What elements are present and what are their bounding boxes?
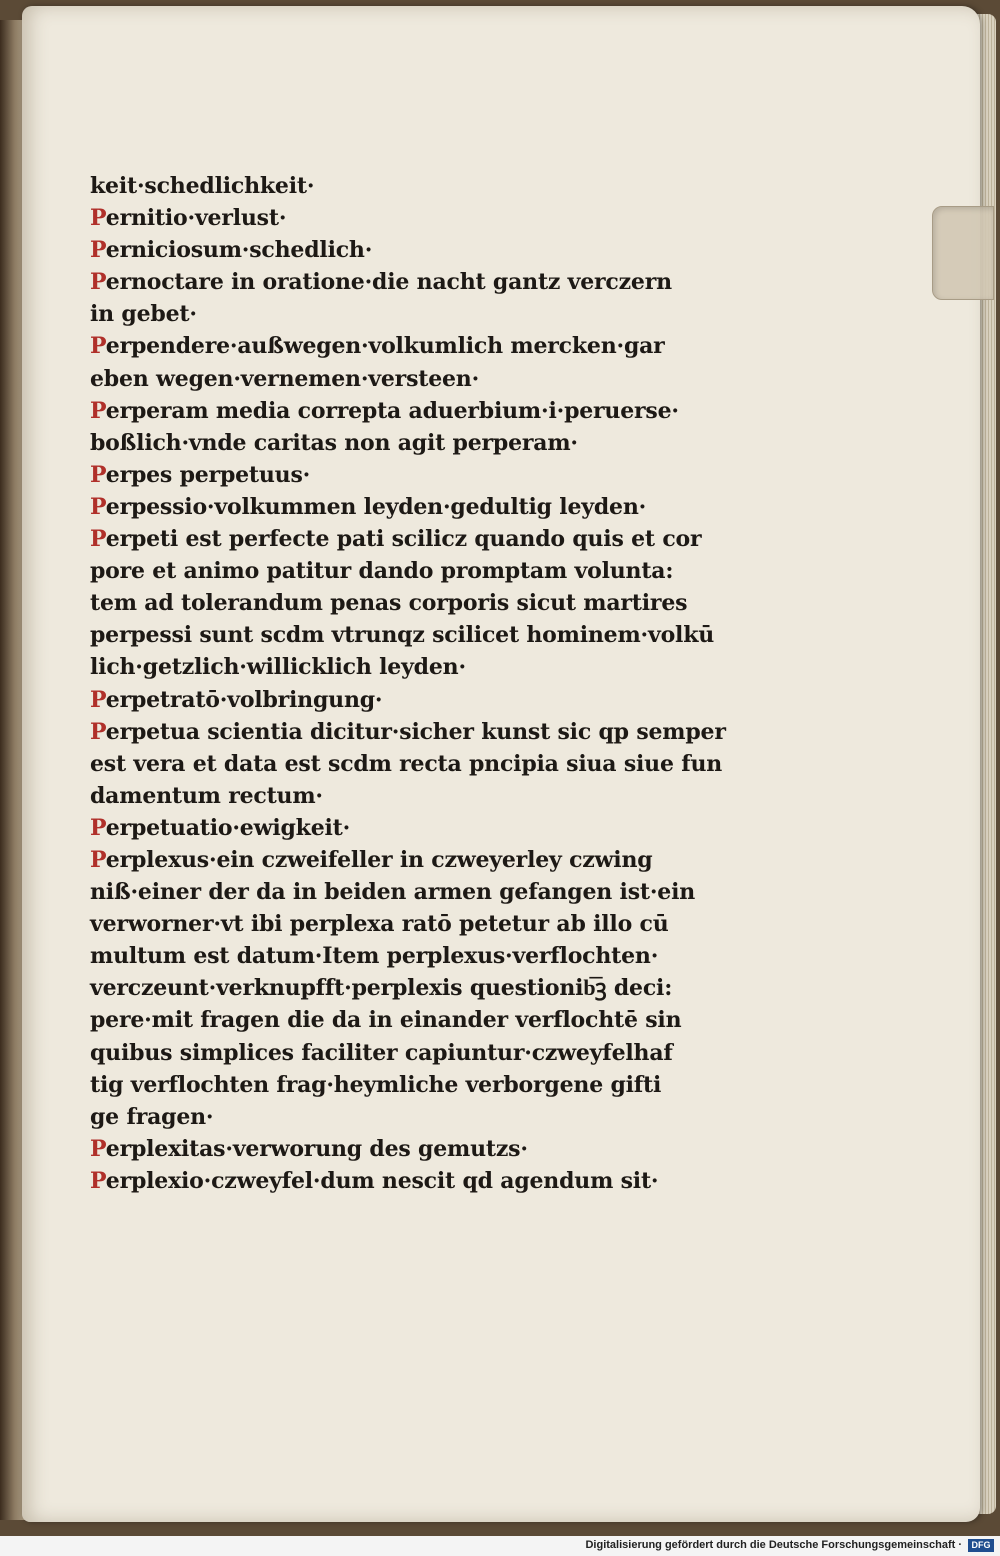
text-line [90,1004,740,1036]
line-text: damentum rectum· [90,782,323,809]
text-line [90,1069,740,1101]
text-line [90,202,740,234]
line-text: niß·einer der da in beiden armen gefangen ist·ein [90,879,696,906]
line-text: in gebet· [90,301,197,328]
text-line [90,651,740,683]
line-text: ernoctare in oratione·die nacht gantz verczern [105,269,672,296]
text-line [90,330,740,362]
rubricated-initial: P [90,493,106,520]
rubricated-initial: P [90,269,106,296]
line-text: verczeunt·verknupfft·perplexis questionib͞ꝫ deci: [90,975,673,1002]
line-text: pere·mit fragen die da in einander verflochtē sin [90,1007,682,1034]
line-text: verworner·vt ibi perplexa ratō petetur ab illo cū [90,911,669,938]
text-line [90,298,740,330]
text-line [90,427,740,459]
text-line [90,491,740,523]
text-line [90,908,740,940]
dfg-logo: DFG [968,1539,994,1552]
text-line [90,876,740,908]
line-text: erniciosum·schedlich· [105,237,373,264]
footer-credit: Digitalisierung gefördert durch die Deutsche Forschungsgemeinschaft · [585,1539,962,1551]
line-text: perpessi sunt scdm vtrunqz scilicet hominem·volkū [90,622,715,649]
line-text: ge fragen· [90,1103,214,1130]
text-block [90,170,740,1197]
line-text: erpessio·volkummen leyden·gedultig leyden· [105,493,647,520]
text-line [90,619,740,651]
line-text: erplexitas·verworung des gemutzs· [105,1135,528,1162]
text-line [90,395,740,427]
text-line [90,1101,740,1133]
rubricated-initial: P [90,846,106,873]
line-text: erplexus·ein czweifeller in czweyerley czwing [105,846,653,873]
rubricated-initial: P [90,397,106,424]
line-text: erpeti est perfecte pati scilicz quando quis et cor [105,526,702,553]
text-line [90,363,740,395]
line-text: eben wegen·vernemen·versteen· [90,365,480,392]
rubricated-initial: P [90,333,106,360]
text-line [90,972,740,1004]
text-line [90,1037,740,1069]
rubricated-initial: P [90,686,106,713]
line-text: ernitio·verlust· [105,205,287,232]
line-text: keit·schedlichkeit· [90,173,315,199]
text-line [90,716,740,748]
text-line [90,940,740,972]
text-line [90,1133,740,1165]
line-text: multum est datum·Item perplexus·verflochten· [90,943,659,970]
text-line [90,812,740,844]
line-text: tem ad tolerandum penas corporis sicut martires [90,590,688,617]
text-line [90,1165,740,1197]
text-line [90,844,740,876]
rubricated-initial: P [90,814,106,841]
line-text: erpendere·außwegen·volkumlich mercken·gar [105,333,665,360]
rubricated-initial: P [90,237,106,264]
text-line [90,684,740,716]
line-text: erpetratō·volbringung· [105,686,383,713]
rubricated-initial: P [90,205,106,232]
line-text: erpetuatio·ewigkeit· [105,814,351,841]
line-text: boßlich·vnde caritas non agit perperam· [90,429,578,456]
text-line [90,748,740,780]
text-line [90,780,740,812]
rubricated-initial: P [90,526,106,553]
text-line [90,266,740,298]
text-line [90,587,740,619]
footer-bar [0,1536,1000,1556]
line-text: est vera et data est scdm recta pncipia siua siue fun [90,750,723,777]
rubricated-initial: P [90,461,106,488]
line-text: erperam media correpta aduerbium·i·peruerse· [105,397,679,424]
line-text: pore et animo patitur dando promptam volunta: [90,558,674,585]
rubricated-initial: P [90,1167,106,1194]
rubricated-initial: P [90,1135,106,1162]
rubricated-initial: P [90,718,106,745]
text-line [90,555,740,587]
line-text: erplexio·czweyfel·dum nescit qd agendum sit· [105,1167,659,1194]
line-text: erpes perpetuus· [105,461,311,488]
text-line [90,234,740,266]
text-line [90,459,740,491]
line-text: tig verflochten frag·heymliche verborgene gifti [90,1071,662,1098]
bookmark-tab [932,206,994,300]
line-text: quibus simplices faciliter capiuntur·czweyfelhaf [90,1039,673,1066]
line-text: lich·getzlich·willicklich leyden· [90,654,466,681]
text-line [90,523,740,555]
line-text: erpetua scientia dicitur·sicher kunst sic qp semper [105,718,726,745]
text-line [90,170,740,202]
